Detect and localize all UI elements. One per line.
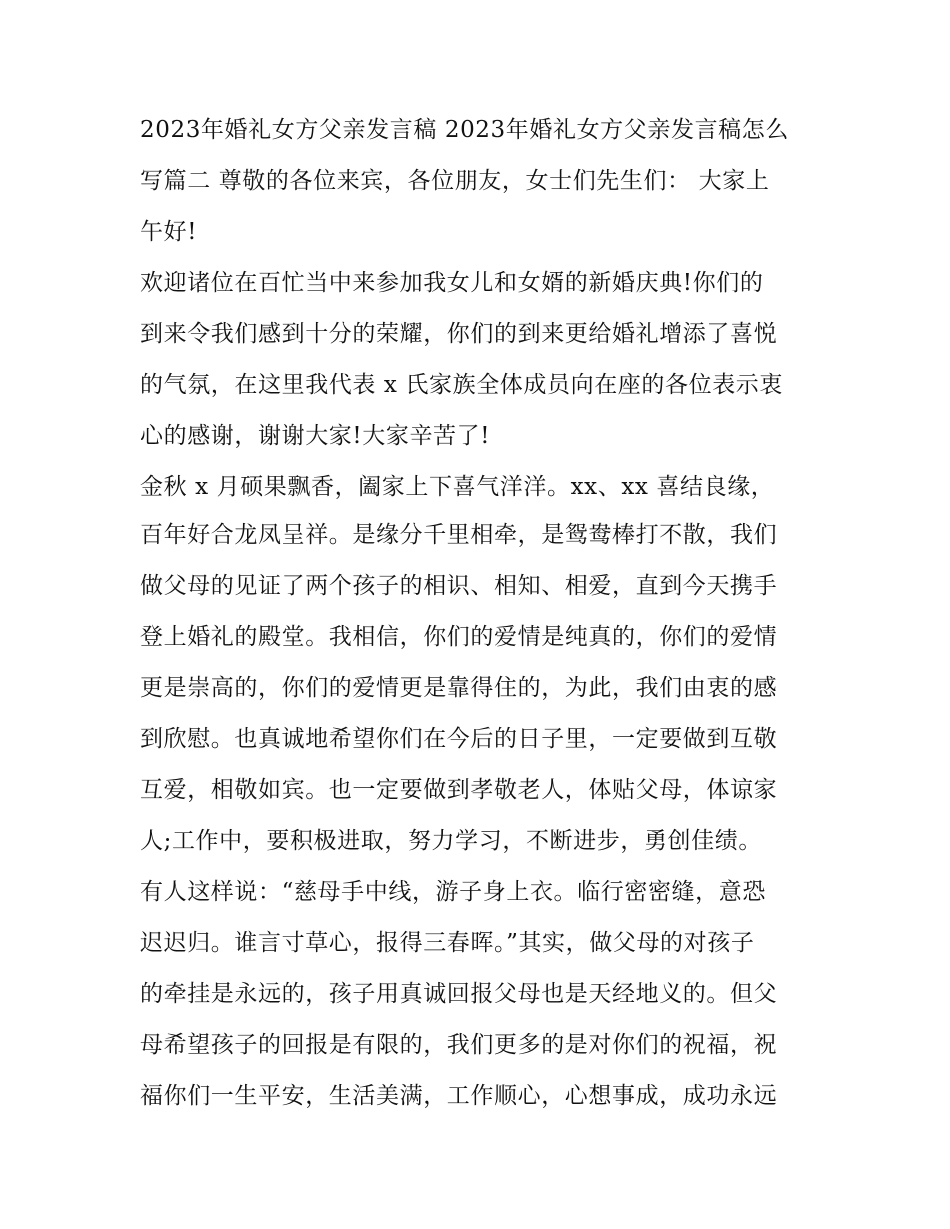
text-line: 百年好合龙凤呈祥。是缘分千里相牵，是鸳鸯棒打不散，我们 [140,522,778,548]
text-line: 迟迟归。谁言寸草心，报得三春晖。”其实，做父母的对孩子 [140,930,755,956]
text-line: 欢迎诸位在百忙当中来参加我女儿和女婿的新婚庆典!你们的 [140,270,764,296]
text-line: 2023年婚礼女方父亲发言稿 2023年婚礼女方父亲发言稿怎么 [140,117,789,143]
text-line: 金秋 x 月硕果飘香，阖家上下喜气洋洋。xx、xx 喜结良缘， [140,474,775,500]
text-line: 到来令我们感到十分的荣耀，你们的到来更给婚礼增添了喜悦 [140,321,778,347]
text-line: 到欣慰。也真诚地希望你们在今后的日子里，一定要做到互敬 [140,726,778,752]
text-line: 母希望孩子的回报是有限的，我们更多的是对你们的祝福，祝 [140,1032,778,1058]
text-line: 登上婚礼的殿堂。我相信，你们的爱情是纯真的，你们的爱情 [140,624,778,650]
text-line: 心的感谢，谢谢大家!大家辛苦了! [140,423,491,449]
text-line: 写篇二 尊敬的各位来宾，各位朋友，女士们先生们： 大家上 [140,168,770,194]
text-line: 午好! [140,219,198,245]
text-line: 的气氛，在这里我代表 x 氏家族全体成员向在座的各位表示衷 [140,372,783,398]
text-line: 的牵挂是永远的，孩子用真诚回报父母也是天经地义的。但父 [140,981,778,1007]
text-line: 互爱，相敬如宾。也一定要做到孝敬老人，体贴父母，体谅家 [140,777,778,803]
text-line: 福你们一生平安，生活美满，工作顺心，心想事成，成功永远 [140,1083,778,1109]
text-line: 更是崇高的，你们的爱情更是靠得住的，为此，我们由衷的感 [140,675,778,701]
text-line: 人;工作中，要积极进取，努力学习，不断进步，勇创佳绩。 [140,828,762,854]
text-line: 做父母的见证了两个孩子的相识、相知、相爱，直到今天携手 [140,573,778,599]
text-line: 有人这样说：“慈母手中线，游子身上衣。临行密密缝，意恐 [140,879,766,905]
